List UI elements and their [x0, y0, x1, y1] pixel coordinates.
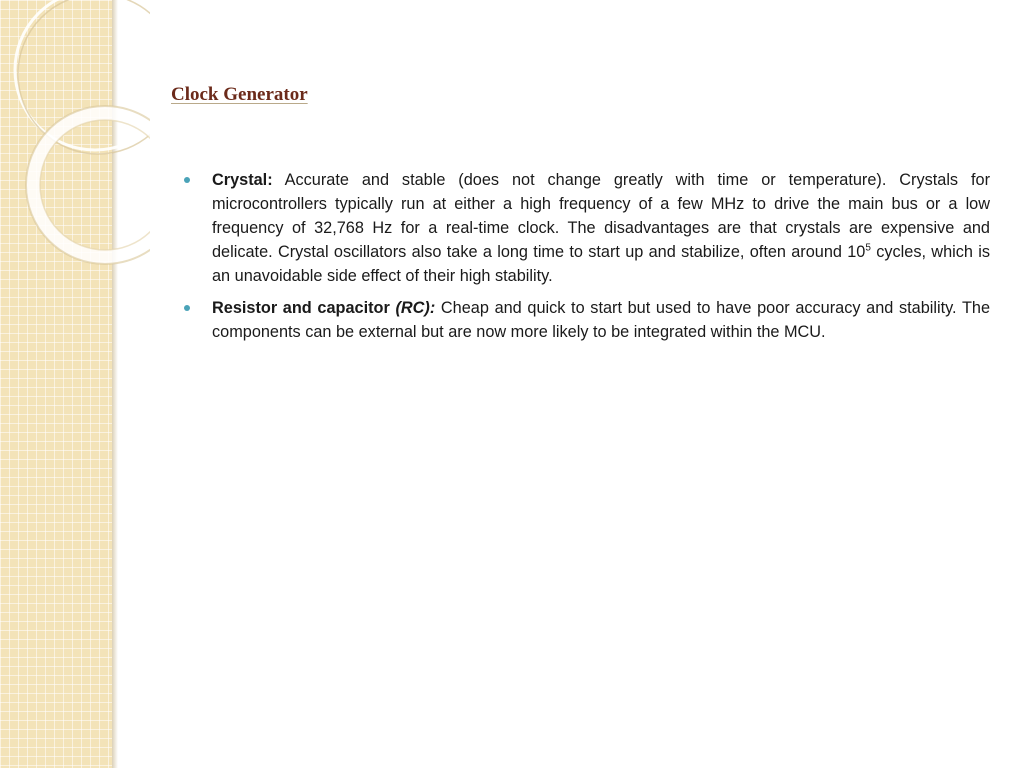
bullet-text-continued: cycles, which is an unavoidable side effect of their high stability.: [212, 243, 990, 285]
bullet-list: [212, 168, 990, 352]
bullet-term-abbrev: RC: [400, 299, 425, 317]
decorative-rings: [0, 0, 150, 330]
slide-title: Clock Generator: [171, 84, 308, 105]
bullet-dot-icon: [184, 305, 190, 311]
superscript-exponent: 5: [865, 242, 871, 254]
bullet-dot-icon: [184, 177, 190, 183]
bullet-term: Resistor and capacitor: [212, 299, 396, 317]
bullet-term: Crystal:: [212, 171, 273, 189]
bullet-text: Accurate and stable (does not change greatly with time or temperature). Crystals for microcontrollers typically run at either a high frequency of a few MHz to drive the main bus or a low frequency of 32,768 Hz for a real-time clock. The disadvantages are that crystals are expensive and delicate. Crystal oscillators also take a long time to start up and stabilize, often around 10: [212, 171, 990, 261]
bullet-text: Cheap and quick to start but used to have poor accuracy and stability. The components can be external but are now more likely to be integrated within the MCU.: [212, 299, 991, 341]
bullet-term-paren-open: (: [395, 299, 401, 317]
bullet-item-rc: [212, 296, 990, 344]
bullet-term-paren-close: ):: [424, 299, 436, 317]
bullet-item-crystal: [212, 168, 990, 288]
